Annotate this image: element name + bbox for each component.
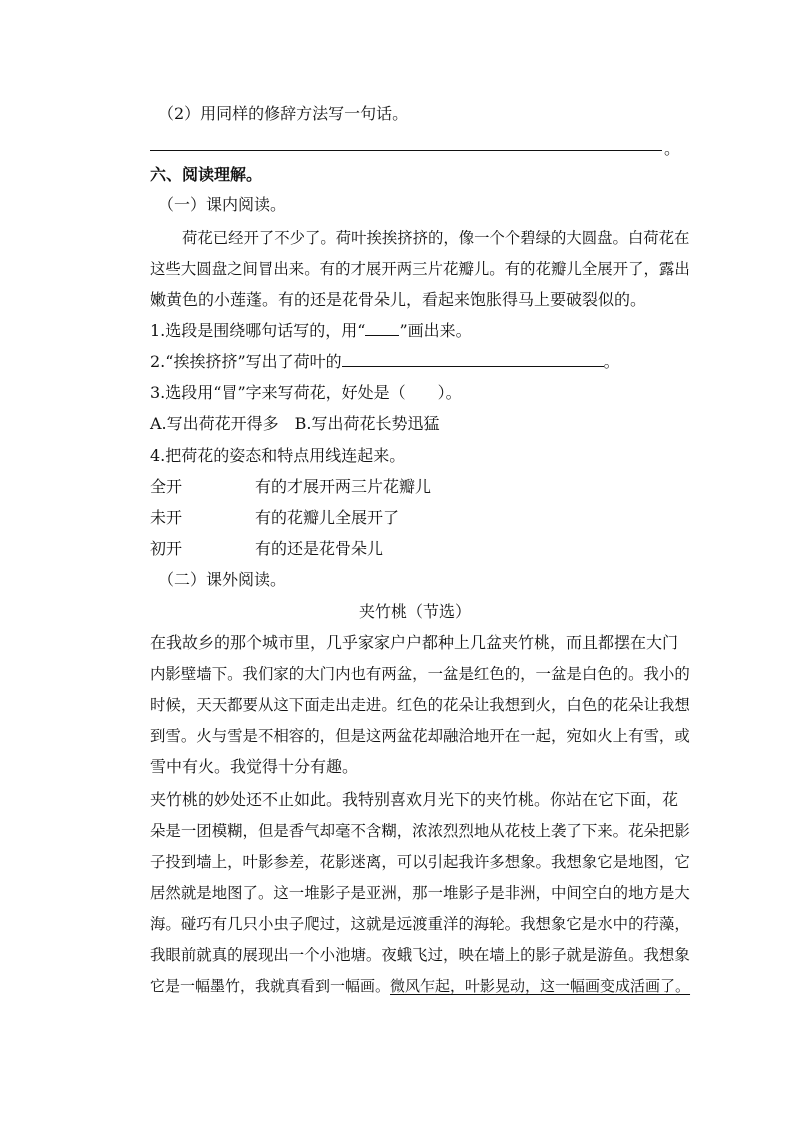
passage1-line: 荷花已经开了不少了。荷叶挨挨挤挤的，像一个个碧绿的大圆盘。白荷花在: [182, 229, 690, 247]
answer-line: [150, 150, 662, 151]
passage2-line: 在我故乡的那个城市里，几乎家家户户都种上几盆夹竹桃，而且都摆在大门: [150, 633, 679, 652]
question-1: [150, 321, 472, 341]
question-2-text-after: 。: [603, 352, 620, 371]
passage1-line: 嫩黄色的小莲蓬。有的还是花骨朵儿，看起来饱胀得马上要破裂似的。: [150, 290, 647, 309]
question-2: [150, 352, 620, 372]
match-right-item: 有的才展开两三片花瓣儿: [255, 477, 432, 496]
passage2-line: 海。碰巧有几只小虫子爬过，这就是远渡重洋的海轮。我想象它是水中的荇藻，: [150, 915, 690, 933]
match-left-item: 未开: [150, 508, 183, 527]
answer-blank: [342, 352, 604, 367]
part2-heading: （二）课外阅读。: [158, 570, 287, 589]
passage2-line: 内影壁墙下。我们家的大门内也有两盆，一盆是红色的，一盆是白色的。我小的: [150, 665, 690, 683]
passage2-line: 到雪。火与雪是不相容的，但是这两盆花却融洽地开在一起，宛如火上有雪，或: [150, 727, 690, 745]
passage2-line: 子投到墙上，叶影参差，花影迷离，可以引起我许多想象。我想象它是地图，它: [150, 853, 690, 871]
question-1-text-before: 1.选段是围绕哪句话写的，用“: [150, 321, 366, 340]
passage2-title: 夹竹桃（节选）: [358, 602, 471, 621]
passage2-last-plain: 它是一幅墨竹，我就真看到一幅画。: [150, 977, 391, 995]
passage2-line: 居然就是地图了。这一堆影子是亚洲，那一堆影子是非洲，中间空白的地方是大: [150, 884, 690, 902]
part1-heading: （一）课内阅读。: [158, 195, 287, 214]
match-left-item: 初开: [150, 539, 183, 558]
match-right-item: 有的花瓣儿全展开了: [255, 508, 400, 527]
answer-end-mark: 。: [664, 139, 681, 158]
passage2-line: 夹竹桃的妙处还不止如此。我特别喜欢月光下的夹竹桃。你站在它下面，花: [150, 790, 679, 809]
match-left-item: 全开: [150, 477, 183, 496]
question-3: 3.选段用“冒”字来写荷花，好处是（ ）。: [150, 383, 462, 402]
question-4: 4.把荷花的姿态和特点用线连起来。: [150, 446, 406, 465]
question-1-text-after: ”画出来。: [399, 321, 472, 340]
question-3-options: A.写出荷花开得多 B.写出荷花长势迅猛: [150, 414, 440, 433]
passage2-line: 时候，天天都要从这下面走出走进。红色的花朵让我想到火，白色的花朵让我想: [150, 696, 690, 714]
passage2-line: 雪中有火。我觉得十分有趣。: [150, 757, 359, 776]
passage2-line: 朵是一团模糊，但是香气却毫不含糊，浓浓烈烈地从花枝上袭了下来。花朵把影: [150, 822, 690, 840]
underline-sample: [365, 321, 399, 336]
question-2-prompt: （2）用同样的修辞方法写一句话。: [158, 104, 409, 123]
passage1-line: 这些大圆盘之间冒出来。有的才展开两三片花瓣儿。有的花瓣儿全展开了，露出: [150, 260, 690, 278]
passage2-line: 我眼前就真的展现出一个小池塘。夜蛾飞过，映在墙上的影子就是游鱼。我想象: [150, 946, 690, 964]
section-title: 六、阅读理解。: [150, 165, 263, 184]
question-2-text-before: 2.“挨挨挤挤”写出了荷叶的: [150, 352, 342, 371]
match-right-item: 有的还是花骨朵儿: [255, 539, 384, 558]
passage2-last-line: [150, 976, 690, 996]
passage2-underlined-sentence: 微风乍起，叶影晃动，这一幅画变成活画了。: [390, 977, 691, 995]
